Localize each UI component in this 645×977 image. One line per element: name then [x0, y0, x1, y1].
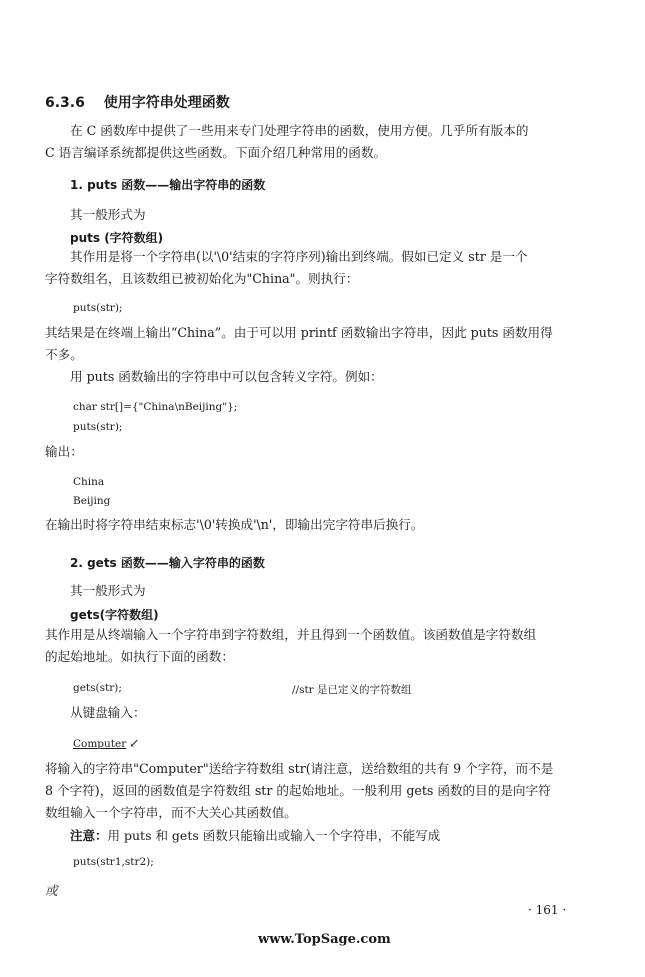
section-number: 6.3.6: [45, 95, 85, 111]
puts-code-2: char str[]={"China\nBeijing"};: [73, 401, 238, 413]
puts-form: puts (字符数组): [70, 231, 164, 245]
gets-input-example: [73, 736, 139, 750]
puts-code-1: puts(str);: [73, 302, 123, 314]
gets-code-comment: //str 是已定义的字符数组: [292, 684, 412, 696]
section-title: 使用字符串处理函数: [103, 95, 230, 111]
puts-heading: 1. puts 函数——输出字符串的函数: [70, 178, 266, 192]
gets-input-value: Computer: [73, 738, 127, 750]
or-word: 或: [45, 883, 58, 898]
gets-code-1: gets(str);: [73, 682, 122, 694]
puts-output-2: Beijing: [73, 495, 111, 507]
puts-escape-intro: 用 puts 函数输出的字符串中可以包含转义字符。例如：: [70, 369, 383, 384]
puts-desc-1: 其作用是将一个字符串(以'\0'结束的字符序列)输出到终端。假如已定义 str 是一个: [70, 249, 528, 264]
gets-explain-3: 数组输入一个字符串，而不大关心其函数值。: [45, 805, 297, 820]
puts-output-label: 输出：: [45, 444, 83, 459]
watermark: www.TopSage.com: [258, 932, 391, 947]
puts-result-2: 不多。: [45, 347, 83, 362]
puts-code-3: puts(str);: [73, 421, 123, 433]
puts-desc-2: 字符数组名，且该数组已被初始化为"China"。则执行：: [45, 271, 359, 286]
puts-conclusion: 在输出时将字符串结束标志'\0'转换成'\n'，即输出完字符串后换行。: [45, 517, 424, 532]
gets-desc-1: 其作用是从终端输入一个字符串到字符数组，并且得到一个函数值。该函数值是字符数组: [45, 627, 537, 642]
gets-input-label: 从键盘输入：: [70, 705, 146, 720]
puts-output-1: China: [73, 476, 105, 488]
gets-form-intro: 其一般形式为: [70, 583, 146, 598]
enter-key-icon: ↙: [129, 736, 140, 750]
puts-form-intro: 其一般形式为: [70, 207, 146, 222]
note-text: 用 puts 和 gets 函数只能输出或输入一个字符串，不能写成: [107, 828, 441, 843]
gets-heading: 2. gets 函数——输入字符串的函数: [70, 556, 265, 570]
gets-note: [70, 826, 440, 844]
gets-explain-1: 将输入的字符串"Computer"送给字符数组 str(请注意，送给数组的共有 9 个字符，而不是: [45, 761, 554, 776]
puts-result-1: 其结果是在终端上输出“China”。由于可以用 printf 函数输出字符串，因此 puts 函数用得: [45, 325, 553, 340]
section-heading: [45, 92, 230, 112]
gets-explain-2: 8 个字符)，返回的函数值是字符数组 str 的起始地址。一般利用 gets 函数的目的是向字符: [45, 783, 551, 798]
intro-line-2: C 语言编译系统都提供这些函数。下面介绍几种常用的函数。: [45, 145, 387, 160]
gets-desc-2: 的起始地址。如执行下面的函数：: [45, 649, 234, 664]
intro-line-1: 在 C 函数库中提供了一些用来专门处理字符串的函数，使用方便。几乎所有版本的: [70, 123, 529, 138]
gets-form: gets(字符数组): [70, 608, 159, 622]
note-label: 注意：: [70, 828, 108, 843]
gets-code-2: puts(str1,str2);: [73, 856, 154, 868]
page-number: · 161 ·: [528, 903, 567, 917]
